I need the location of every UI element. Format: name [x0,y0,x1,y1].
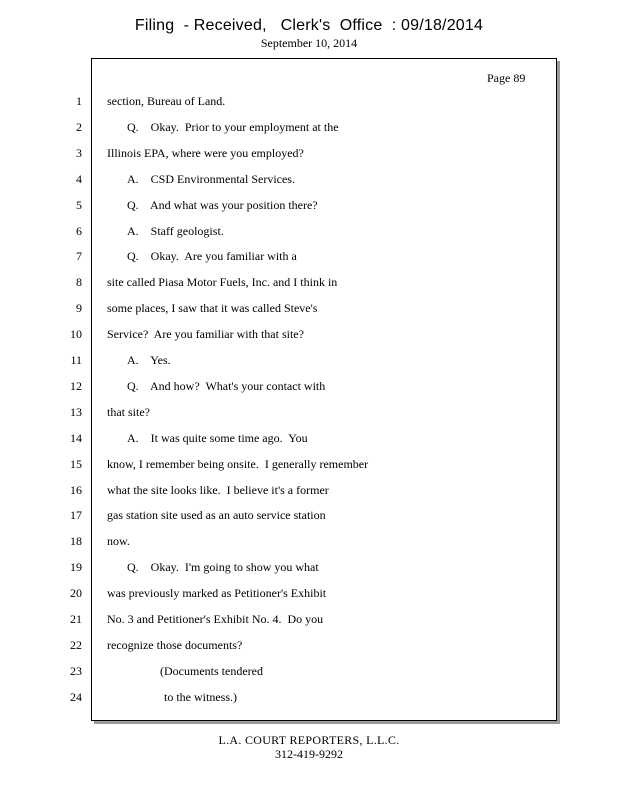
line-number: 21 [70,612,82,626]
transcript-line-text: A. CSD Environmental Services. [127,172,295,186]
transcript-line-text: gas station site used as an auto service station [107,508,326,522]
transcript-line-text: Illinois EPA, where were you employed? [107,146,304,160]
line-number: 20 [70,586,82,600]
line-number: 17 [70,508,82,522]
transcript-line-text: (Documents tendered [160,664,263,678]
transcript-line-text: Q. And what was your position there? [127,198,318,212]
line-number: 1 [76,94,82,108]
transcript-line-text: what the site looks like. I believe it's a former [107,483,329,497]
line-number: 11 [70,353,82,367]
transcript-line-text: that site? [107,405,150,419]
transcript-line-text: A. Yes. [127,353,171,367]
transcript-line-text: was previously marked as Petitioner's Exhibit [107,586,327,600]
line-number: 23 [70,664,82,678]
line-number: 6 [76,224,82,238]
transcript-line-text: Q. Okay. I'm going to show you what [127,560,319,574]
line-number: 15 [70,457,82,471]
transcript-line-text: now. [107,534,130,548]
line-number: 5 [76,198,82,212]
line-number: 10 [70,327,82,341]
line-number: 13 [70,405,82,419]
transcript-line-text: A. Staff geologist. [127,224,224,238]
line-number: 14 [70,431,82,445]
line-number: 3 [76,146,82,160]
transcript-line-text: Q. And how? What's your contact with [127,379,326,393]
transcript-date: September 10, 2014 [260,36,358,50]
transcript-line-text: recognize those documents? [107,638,243,652]
line-number: 12 [70,379,82,393]
line-number: 19 [70,560,82,574]
footer-company: L.A. COURT REPORTERS, L.L.C. [218,733,400,747]
transcript-line-text: Q. Okay. Are you familiar with a [127,249,297,263]
line-number: 16 [70,483,82,497]
line-number: 4 [76,172,82,186]
page-number: Page 89 [487,71,526,85]
filing-stamp: Filing - Received, Clerk's Office : 09/18/2014 [134,17,484,34]
transcript-line-text: A. It was quite some time ago. You [127,431,308,445]
line-number: 18 [70,534,82,548]
transcript-line-text: site called Piasa Motor Fuels, Inc. and I think in [107,275,338,289]
line-number: 7 [76,249,82,263]
transcript-line-text: No. 3 and Petitioner's Exhibit No. 4. Do you [107,612,324,626]
transcript-line-text: Q. Okay. Prior to your employment at the [127,120,339,134]
transcript-line-text: know, I remember being onsite. I generally remember [107,457,369,471]
line-number: 24 [70,690,82,704]
line-number: 2 [76,120,82,134]
footer-phone: 312-419-9292 [275,747,343,761]
line-number: 9 [76,301,82,315]
transcript-line-text: some places, I saw that it was called Steve's [107,301,318,315]
transcript-line-text: section, Bureau of Land. [107,94,226,108]
transcript-line-text: to the witness.) [164,690,237,704]
transcript-line-text: Service? Are you familiar with that site? [107,327,304,341]
line-number: 22 [70,638,82,652]
line-number: 8 [76,275,82,289]
